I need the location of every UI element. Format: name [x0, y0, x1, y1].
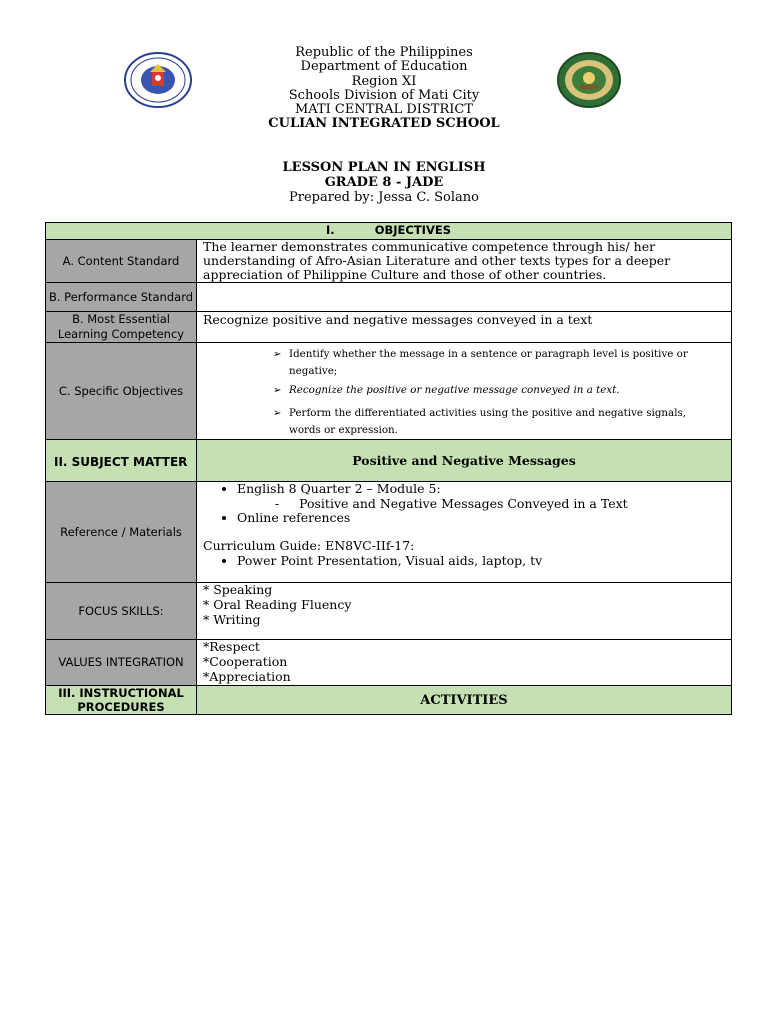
value-2: *Cooperation	[203, 654, 288, 670]
focus-skills-row	[46, 583, 732, 640]
content-standard-cell	[197, 240, 732, 283]
performance-standard-text	[197, 283, 731, 285]
values-integration-row	[46, 640, 732, 686]
header-republic: Republic of the Philippines	[295, 45, 473, 60]
specific-objective-3: ➢ Perform the differentiated activities using the positive and negative signals,	[289, 405, 731, 422]
focus-skill-1: * Speaking	[203, 582, 273, 598]
focus-skill-2: * Oral Reading Fluency	[203, 597, 352, 613]
objectives-header-row	[46, 223, 732, 240]
arrow-bullet-icon: ➢	[273, 408, 282, 420]
value-3: *Appreciation	[203, 669, 291, 685]
specific-objective-1-cont: negative;	[289, 365, 338, 378]
specific-objectives-row	[46, 343, 732, 440]
header-district: MATI CENTRAL DISTRICT	[294, 102, 474, 118]
focus-skills-label: FOCUS SKILLS:	[46, 583, 197, 640]
reference-list-2	[197, 511, 731, 526]
content-standard-row	[46, 240, 732, 283]
reference-label: Reference / Materials	[46, 482, 197, 583]
reference-online: • Online references	[237, 511, 731, 526]
reference-cell	[197, 482, 732, 583]
reference-module-title: - Positive and Negative Messages Conveyed in a Text	[275, 495, 628, 511]
performance-standard-cell	[197, 283, 732, 312]
value-1: *Respect	[203, 639, 260, 655]
focus-skill-3: * Writing	[203, 612, 261, 628]
melc-label: B. Most Essential Learning Competency	[46, 312, 197, 343]
performance-standard-label: B. Performance Standard	[46, 283, 197, 312]
objectives-heading: I. OBJECTIVES	[46, 223, 732, 240]
arrow-bullet-icon: ➢	[273, 385, 282, 397]
focus-skills-cell	[197, 583, 732, 640]
header-department: Department of Education	[300, 59, 468, 75]
title-grade: GRADE 8 - JADE	[324, 175, 444, 190]
melc-text: Recognize positive and negative messages conveyed in a text	[203, 312, 593, 328]
lesson-plan-table	[45, 222, 732, 715]
specific-objective-3-cont: words or expression.	[289, 424, 398, 437]
header-school-name: CULIAN INTEGRATED SCHOOL	[268, 116, 500, 132]
instructional-row	[46, 686, 732, 715]
content-standard-label: A. Content Standard	[46, 240, 197, 283]
header-region: Region XI	[351, 73, 417, 89]
subject-matter-row	[46, 440, 732, 482]
reference-module: • English 8 Quarter 2 – Module 5:	[237, 482, 731, 497]
reference-materials: • Power Point Presentation, Visual aids, laptop, tv	[237, 554, 731, 569]
specific-objectives-list	[197, 343, 731, 439]
reference-row	[46, 482, 732, 583]
subject-matter-label: II. SUBJECT MATTER	[54, 455, 188, 470]
instructional-label: III. INSTRUCTIONAL PROCEDURES	[46, 686, 197, 715]
values-integration-cell	[197, 640, 732, 686]
specific-objectives-label: C. Specific Objectives	[46, 343, 197, 440]
specific-objectives-cell	[197, 343, 732, 440]
specific-objective-2: ➢ Recognize the positive or negative message conveyed in a text.	[289, 382, 731, 399]
melc-row	[46, 312, 732, 343]
subject-matter-label-cell	[46, 440, 197, 482]
title-prepared-by: Prepared by: Jessa C. Solano	[289, 190, 479, 205]
values-integration-label: VALUES INTEGRATION	[46, 640, 197, 686]
header-division: Schools Division of Mati City	[288, 87, 480, 103]
arrow-bullet-icon: ➢	[273, 349, 282, 361]
activities-heading: ACTIVITIES	[197, 686, 732, 715]
document-header	[0, 46, 768, 132]
performance-standard-row	[46, 283, 732, 312]
title-plan: LESSON PLAN IN ENGLISH	[282, 160, 486, 175]
reference-list-3	[197, 554, 731, 569]
melc-cell	[197, 312, 732, 343]
lesson-plan-title	[0, 160, 768, 205]
subject-matter-value: Positive and Negative Messages	[197, 440, 732, 482]
content-standard-text: The learner demonstrates communicative competence through his/ her understanding of Afro-Asian Literature and other texts types for a deeper appreciation of Philippine Culture and those of other countries.	[203, 239, 671, 282]
specific-objective-1: ➢ Identify whether the message in a sentence or paragraph level is positive or	[289, 346, 731, 363]
reference-list	[197, 482, 731, 497]
curriculum-guide: Curriculum Guide: EN8VC-IIf-17:	[203, 538, 415, 554]
